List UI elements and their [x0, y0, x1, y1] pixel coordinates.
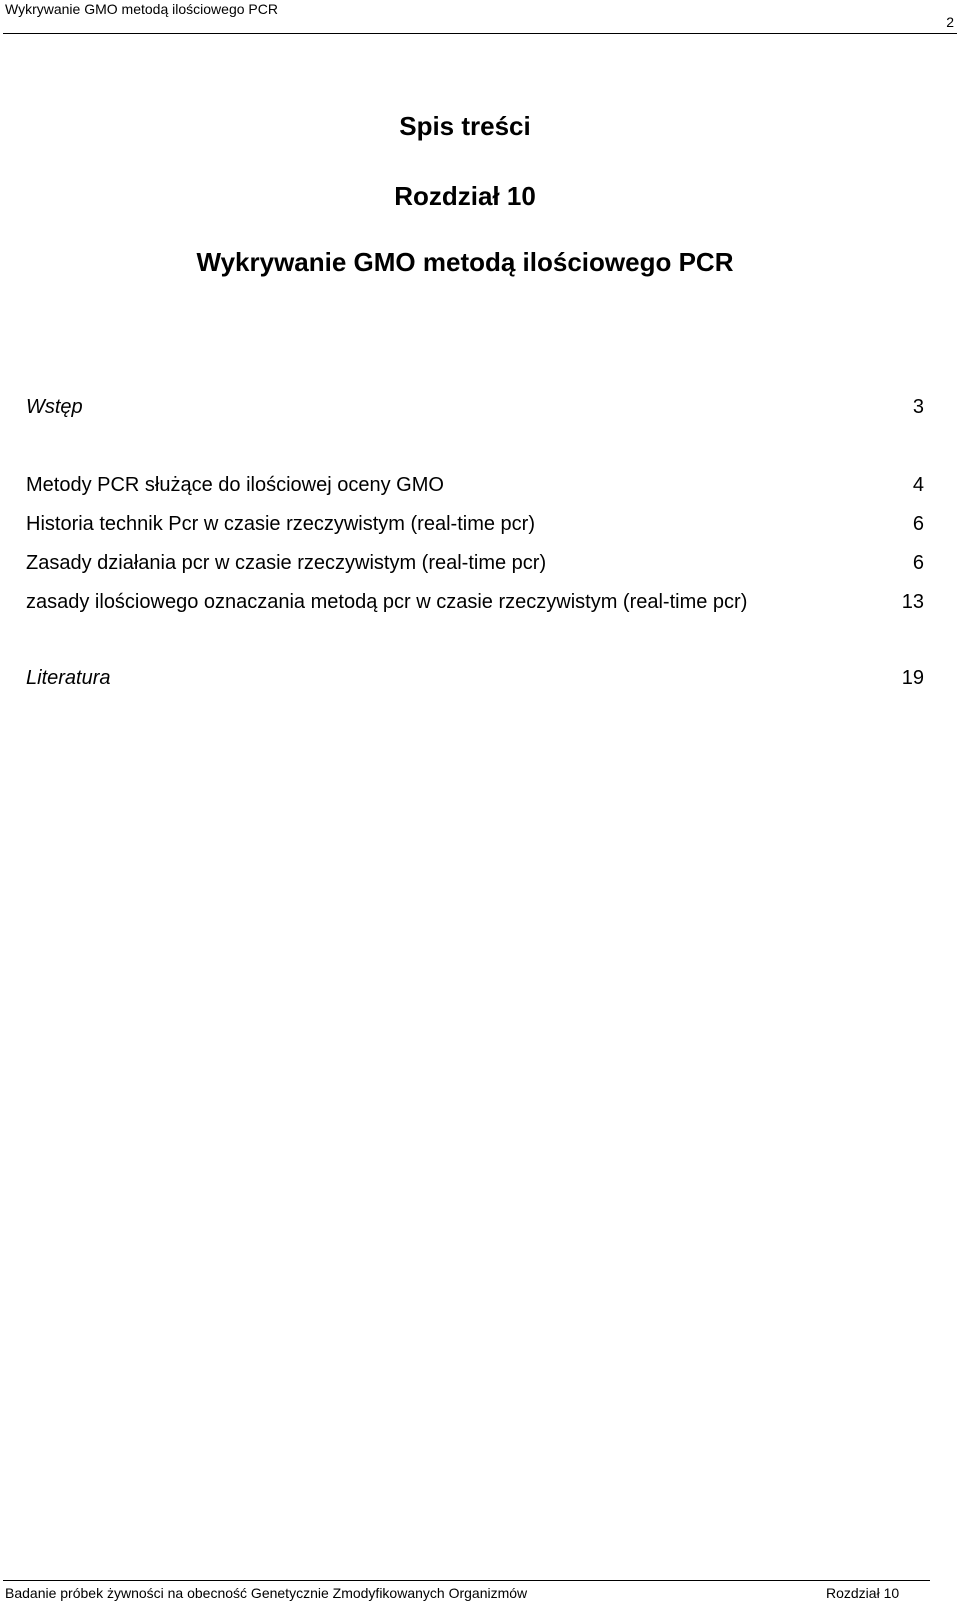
- header-rule: [3, 33, 957, 34]
- chapter-heading: Rozdział 10: [394, 181, 536, 211]
- footer-chapter: Rozdział 10: [826, 1585, 900, 1601]
- toc-heading: Spis treści: [399, 111, 531, 141]
- toc-entry-title: zasady ilościowego oznaczania metodą pcr w czasie rzeczywistym (real-time pcr): [26, 591, 748, 613]
- toc-entry-title: Zasady działania pcr w czasie rzeczywistym (real-time pcr): [26, 552, 547, 574]
- toc-entry-page: 3: [912, 396, 924, 418]
- toc-entry-title: Metody PCR służące do ilościowej oceny GMO: [26, 474, 444, 496]
- page-header: [0, 0, 960, 34]
- footer-book-title: Badanie próbek żywności na obecność Genetycznie Zmodyfikowanych Organizmów: [5, 1585, 528, 1601]
- toc-entry-page: 13: [901, 591, 924, 613]
- toc-entry-page: 19: [901, 667, 924, 689]
- toc-entry-page: 6: [912, 552, 924, 574]
- header-page-number: 2: [946, 14, 954, 30]
- toc-entry-page: 4: [912, 474, 924, 496]
- page-footer: [0, 1580, 960, 1617]
- toc-entry-page: 6: [912, 513, 924, 535]
- toc-entry-title: Literatura: [26, 667, 111, 689]
- subject-heading: Wykrywanie GMO metodą ilościowego PCR: [196, 247, 734, 277]
- toc-entry-title: Wstęp: [26, 396, 83, 418]
- footer-rule: [3, 1580, 930, 1581]
- header-title: Wykrywanie GMO metodą ilościowego PCR: [5, 1, 278, 17]
- toc-entry-title: Historia technik Pcr w czasie rzeczywistym (real-time pcr): [26, 513, 535, 535]
